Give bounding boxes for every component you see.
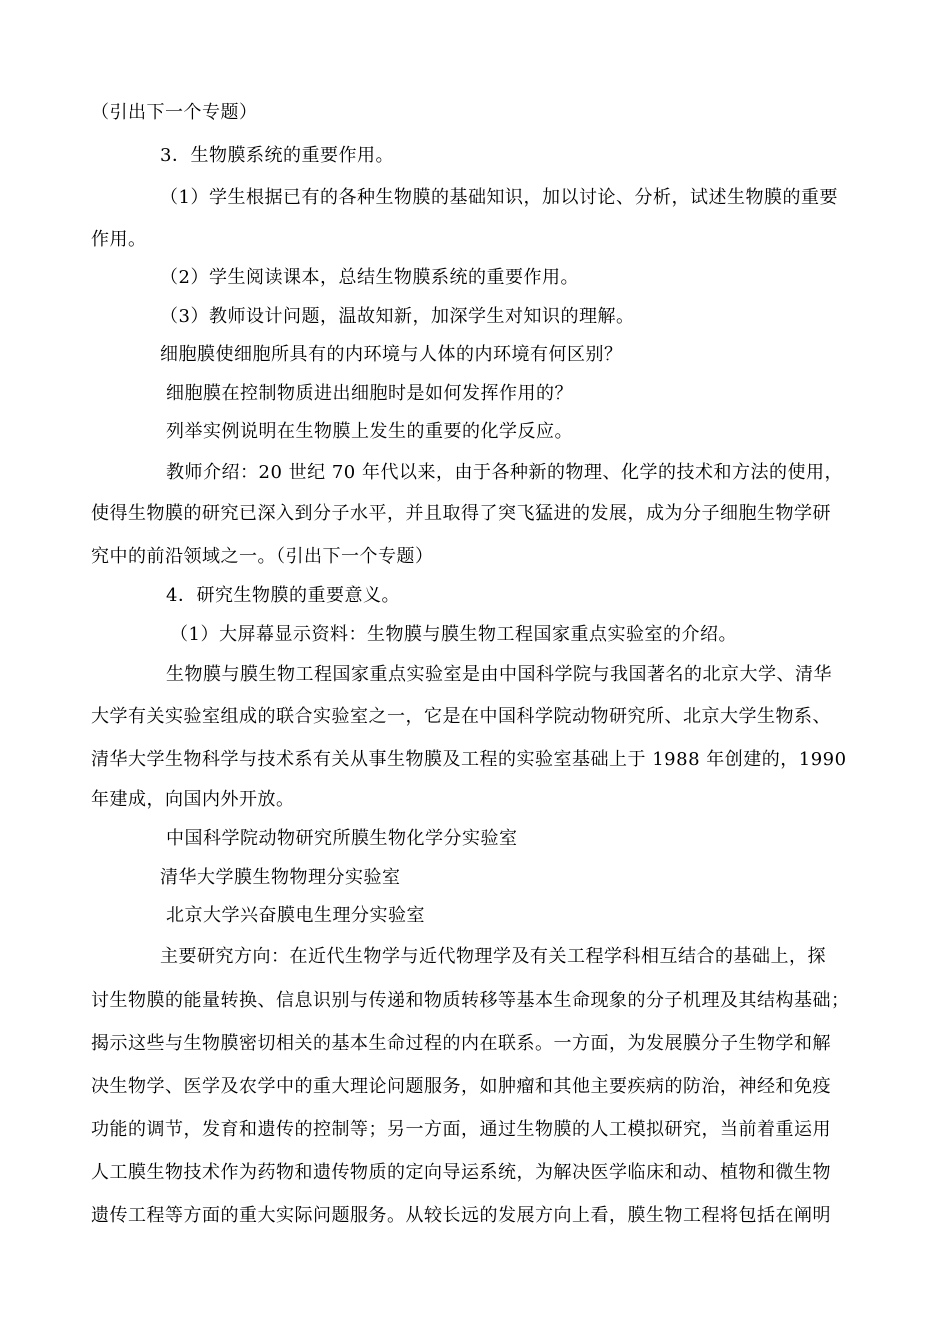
text-line: （1）学生根据已有的各种生物膜的基础知识，加以讨论、分析，试述生物膜的重要 bbox=[160, 187, 838, 208]
text-line: 列举实例说明在生物膜上发生的重要的化学反应。 bbox=[166, 421, 573, 442]
text-line: 主要研究方向：在近代生物学与近代物理学及有关工程学科相互结合的基础上，探 bbox=[160, 946, 826, 967]
text-line: 教师介绍：20 世纪 70 年代以来，由于各种新的物理、化学的技术和方法的使用， bbox=[166, 462, 843, 483]
text-line: 使得生物膜的研究已深入到分子水平，并且取得了突飞猛进的发展，成为分子细胞生物学研 bbox=[91, 503, 831, 524]
section-heading: 3．生物膜系统的重要作用。 bbox=[160, 145, 394, 166]
text-line: （2）学生阅读课本，总结生物膜系统的重要作用。 bbox=[160, 267, 579, 288]
text-line: 大学有关实验室组成的联合实验室之一，它是在中国科学院动物研究所、北京大学生物系、 bbox=[91, 706, 831, 727]
text-line: 人工膜生物技术作为药物和遗传物质的定向导运系统，为解决医学临床和动、植物和微生物 bbox=[91, 1162, 831, 1183]
text-line: 决生物学、医学及农学中的重大理论问题服务，如肿瘤和其他主要疾病的防治，神经和免疫 bbox=[91, 1076, 831, 1097]
section-heading: 4．研究生物膜的重要意义。 bbox=[166, 585, 400, 606]
text-line: 讨生物膜的能量转换、信息识别与传递和物质转移等基本生命现象的分子机理及其结构基础； bbox=[91, 990, 850, 1011]
text-line: 细胞膜在控制物质进出细胞时是如何发挥作用的？ bbox=[166, 383, 573, 404]
text-line: 生物膜与膜生物工程国家重点实验室是由中国科学院与我国著名的北京大学、清华 bbox=[166, 664, 832, 685]
text-line: 揭示这些与生物膜密切相关的基本生命过程的内在联系。一方面，为发展膜分子生物学和解 bbox=[91, 1033, 831, 1054]
text-line: 年建成，向国内外开放。 bbox=[91, 789, 295, 810]
text-line: 北京大学兴奋膜电生理分实验室 bbox=[166, 905, 425, 926]
text-line: （引出下一个专题） bbox=[91, 102, 258, 123]
text-line: （3）教师设计问题，温故知新，加深学生对知识的理解。 bbox=[160, 306, 635, 327]
text-line: 作用。 bbox=[91, 229, 147, 250]
text-line: 究中的前沿领域之一。（引出下一个专题） bbox=[91, 546, 434, 567]
text-line: （1）大屏幕显示资料：生物膜与膜生物工程国家重点实验室的介绍。 bbox=[170, 624, 737, 645]
text-line: 中国科学院动物研究所膜生物化学分实验室 bbox=[166, 828, 518, 849]
text-line: 功能的调节，发育和遗传的控制等；另一方面，通过生物膜的人工模拟研究，当前着重运用 bbox=[91, 1119, 831, 1140]
text-line: 遗传工程等方面的重大实际问题服务。从较长远的发展方向上看，膜生物工程将包括在阐明 bbox=[91, 1205, 831, 1226]
text-line: 清华大学膜生物物理分实验室 bbox=[160, 867, 401, 888]
text-line: 清华大学生物科学与技术系有关从事生物膜及工程的实验室基础上于 1988 年创建的，1990 bbox=[91, 749, 847, 770]
text-line: 细胞膜使细胞所具有的内环境与人体的内环境有何区别？ bbox=[160, 344, 623, 365]
